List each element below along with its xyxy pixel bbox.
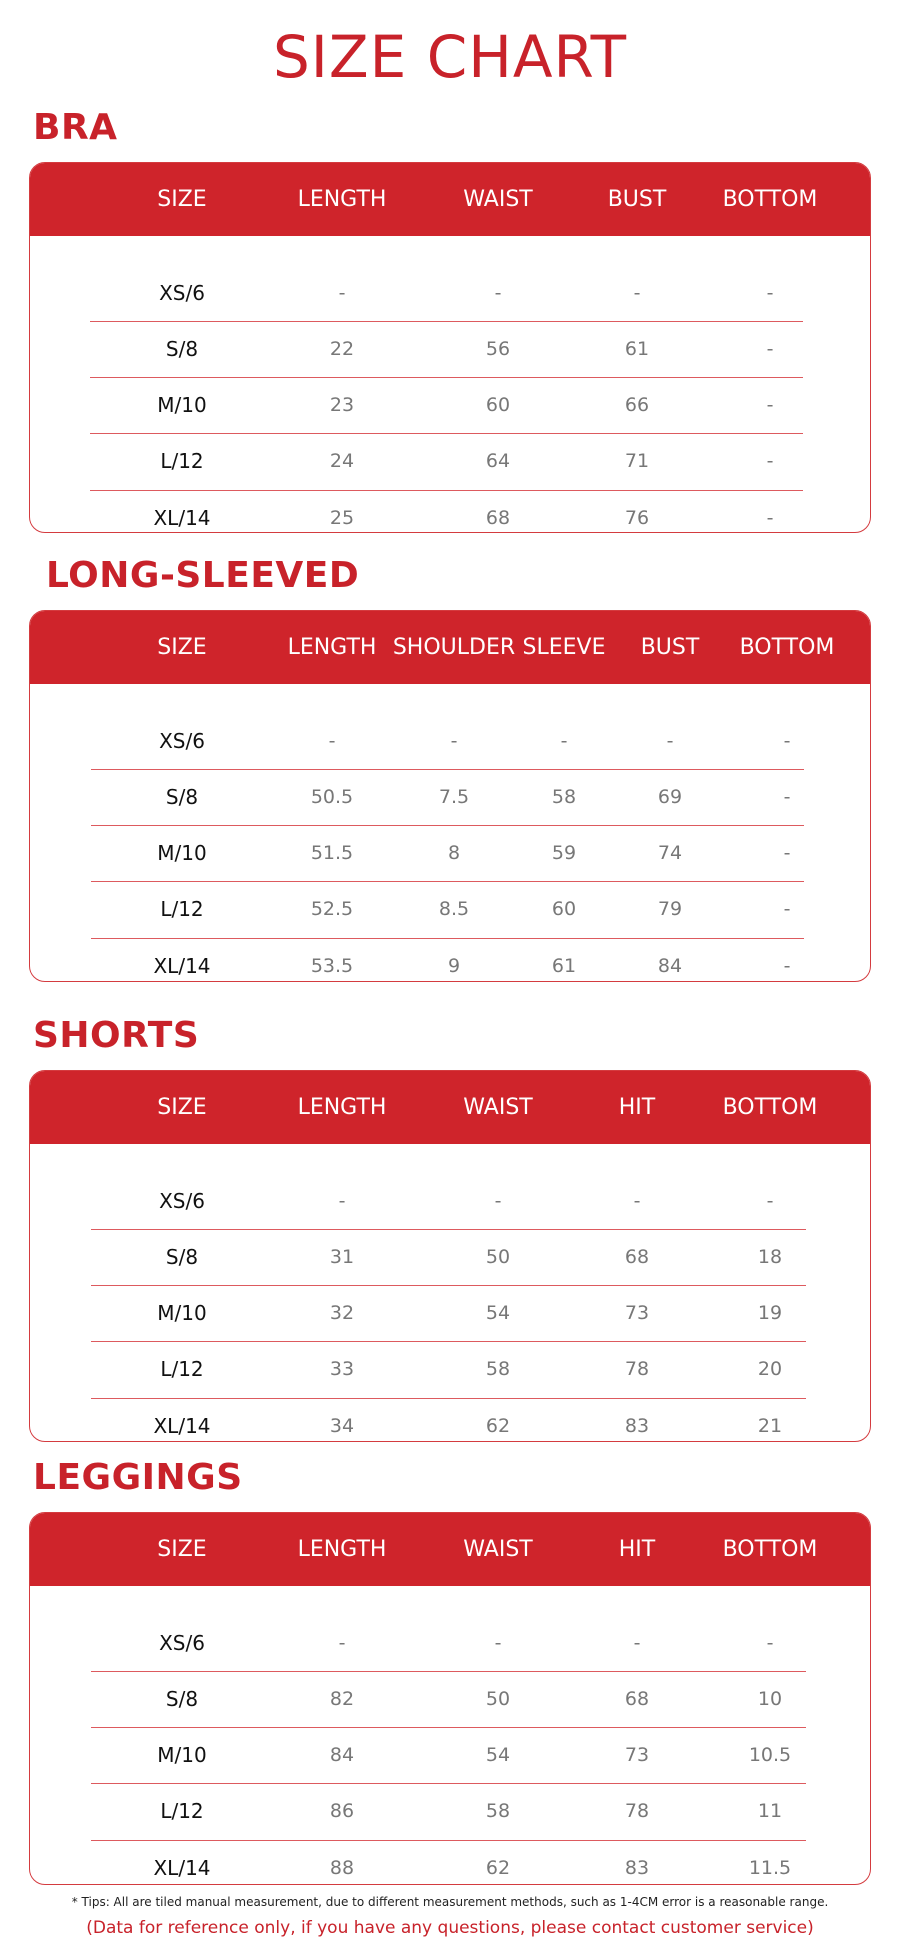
measurement-value: 82 [329,1688,355,1710]
size-label: L/12 [160,897,204,921]
measurement-value: - [494,282,502,304]
size-label: L/12 [160,1357,204,1381]
measurement-value: 21 [757,1415,783,1437]
measurement-value: 23 [329,394,355,416]
size-table [29,162,871,533]
measurement-value: 58 [551,786,577,808]
measurement-value: - [338,282,346,304]
measurement-value: 19 [757,1302,783,1324]
measurement-value: 58 [485,1800,511,1822]
table-row [30,1229,870,1285]
size-label: M/10 [157,393,207,417]
measurement-value: 60 [485,394,511,416]
size-label: XS/6 [159,281,205,305]
measurement-value: 18 [757,1246,783,1268]
section-title: LEGGINGS [33,1457,243,1498]
measurement-value: 32 [329,1302,355,1324]
measurement-value: 78 [624,1800,650,1822]
measurement-value: 83 [624,1857,650,1879]
column-header: HIT [618,1537,656,1562]
measurement-value: 68 [624,1246,650,1268]
table-row [30,265,870,321]
measurement-value: 60 [551,898,577,920]
measurement-value: - [766,1190,774,1212]
measurement-value: 8.5 [438,898,470,920]
table-row [30,1840,870,1885]
table-row [30,1727,870,1783]
table-row [30,1783,870,1839]
measurement-value: 74 [657,842,683,864]
column-header: LENGTH [297,1537,387,1562]
column-header: BUST [607,187,667,212]
measurement-value: 52.5 [310,898,354,920]
measurement-value: 53.5 [310,955,354,977]
column-header: LENGTH [297,1095,387,1120]
table-row [30,490,870,533]
measurement-value: - [783,955,791,977]
table-header [30,1071,870,1144]
measurement-value: 71 [624,450,650,472]
measurement-value: - [766,338,774,360]
measurement-value: - [766,394,774,416]
column-header: SIZE [157,1537,207,1562]
measurement-value: 66 [624,394,650,416]
measurement-value: - [633,1190,641,1212]
measurement-value: - [766,282,774,304]
measurement-value: 20 [757,1358,783,1380]
table-header [30,163,870,236]
measurement-value: 68 [624,1688,650,1710]
measurement-value: 11 [757,1800,783,1822]
column-header: BUST [640,635,700,660]
column-header: WAIST [463,1537,533,1562]
size-label: M/10 [157,1301,207,1325]
measurement-value: 51.5 [310,842,354,864]
column-header: BOTTOM [722,1095,818,1120]
measurement-value: 54 [485,1302,511,1324]
measurement-value: 33 [329,1358,355,1380]
column-header: LENGTH [297,187,387,212]
measurement-value: - [766,507,774,529]
table-header [30,1513,870,1586]
table-row [30,1341,870,1397]
measurement-value: 9 [447,955,461,977]
measurement-value: 31 [329,1246,355,1268]
measurement-value: 25 [329,507,355,529]
measurement-value: - [560,730,568,752]
section-title: BRA [33,107,118,148]
measurement-value: 50 [485,1246,511,1268]
measurement-value: 24 [329,450,355,472]
measurement-tip: * Tips: All are tiled manual measurement, due to different measurement methods, such as 1-4CM error is a reasonable range. [71,1895,829,1909]
table-row [30,433,870,489]
measurement-value: 83 [624,1415,650,1437]
column-header: HIT [618,1095,656,1120]
size-label: L/12 [160,449,204,473]
table-row [30,1615,870,1671]
size-label: S/8 [165,337,199,361]
column-header: SIZE [157,635,207,660]
table-row [30,1671,870,1727]
column-header: WAIST [463,187,533,212]
measurement-value: 61 [624,338,650,360]
measurement-value: 88 [329,1857,355,1879]
measurement-value: - [666,730,674,752]
size-table [29,1070,871,1442]
size-label: S/8 [165,1687,199,1711]
size-label: XL/14 [153,1414,211,1438]
size-label: XS/6 [159,729,205,753]
measurement-value: - [338,1632,346,1654]
measurement-value: - [450,730,458,752]
table-row [30,769,870,825]
column-header: WAIST [463,1095,533,1120]
measurement-value: 68 [485,507,511,529]
size-label: S/8 [165,1245,199,1269]
measurement-value: 56 [485,338,511,360]
measurement-value: - [633,1632,641,1654]
measurement-value: 10.5 [748,1744,792,1766]
measurement-value: 10 [757,1688,783,1710]
measurement-value: 50 [485,1688,511,1710]
measurement-value: 62 [485,1857,511,1879]
table-row [30,881,870,937]
table-row [30,1285,870,1341]
measurement-value: 73 [624,1302,650,1324]
measurement-value: - [783,786,791,808]
measurement-value: 69 [657,786,683,808]
measurement-value: - [633,282,641,304]
table-row [30,321,870,377]
measurement-value: 59 [551,842,577,864]
measurement-value: 62 [485,1415,511,1437]
measurement-value: 34 [329,1415,355,1437]
measurement-value: 79 [657,898,683,920]
column-header: BOTTOM [739,635,835,660]
column-header: SLEEVE [522,635,606,660]
measurement-value: - [338,1190,346,1212]
measurement-value: - [783,842,791,864]
size-label: XS/6 [159,1189,205,1213]
measurement-value: 64 [485,450,511,472]
measurement-value: 50.5 [310,786,354,808]
measurement-value: - [783,730,791,752]
measurement-value: 54 [485,1744,511,1766]
table-row [30,1398,870,1442]
measurement-value: - [494,1190,502,1212]
measurement-value: 8 [447,842,461,864]
column-header: BOTTOM [722,187,818,212]
measurement-value: - [766,1632,774,1654]
measurement-value: - [766,450,774,472]
table-row [30,713,870,769]
size-table [29,610,871,982]
size-label: S/8 [165,785,199,809]
table-row [30,1173,870,1229]
measurement-value: 86 [329,1800,355,1822]
section-title: LONG-SLEEVED [46,555,360,596]
measurement-value: - [783,898,791,920]
measurement-value: 73 [624,1744,650,1766]
measurement-value: 58 [485,1358,511,1380]
column-header: SIZE [157,1095,207,1120]
measurement-value: 11.5 [748,1857,792,1879]
column-header: LENGTH [287,635,377,660]
size-table [29,1512,871,1885]
size-label: XS/6 [159,1631,205,1655]
section-title: SHORTS [33,1015,200,1056]
size-label: XL/14 [153,954,211,978]
measurement-value: 7.5 [438,786,470,808]
measurement-value: 84 [329,1744,355,1766]
page-title: SIZE CHART [272,23,628,91]
size-label: XL/14 [153,506,211,530]
size-label: L/12 [160,1799,204,1823]
table-header [30,611,870,684]
measurement-value: 78 [624,1358,650,1380]
table-row [30,377,870,433]
measurement-value: - [494,1632,502,1654]
measurement-value: - [328,730,336,752]
table-row [30,825,870,881]
size-label: M/10 [157,841,207,865]
reference-note: (Data for reference only, if you have any questions, please contact customer service) [86,1918,814,1938]
table-row [30,938,870,982]
measurement-value: 76 [624,507,650,529]
measurement-value: 22 [329,338,355,360]
column-header: BOTTOM [722,1537,818,1562]
measurement-value: 84 [657,955,683,977]
size-label: M/10 [157,1743,207,1767]
size-label: XL/14 [153,1856,211,1880]
column-header: SIZE [157,187,207,212]
column-header: SHOULDER [392,635,516,660]
measurement-value: 61 [551,955,577,977]
